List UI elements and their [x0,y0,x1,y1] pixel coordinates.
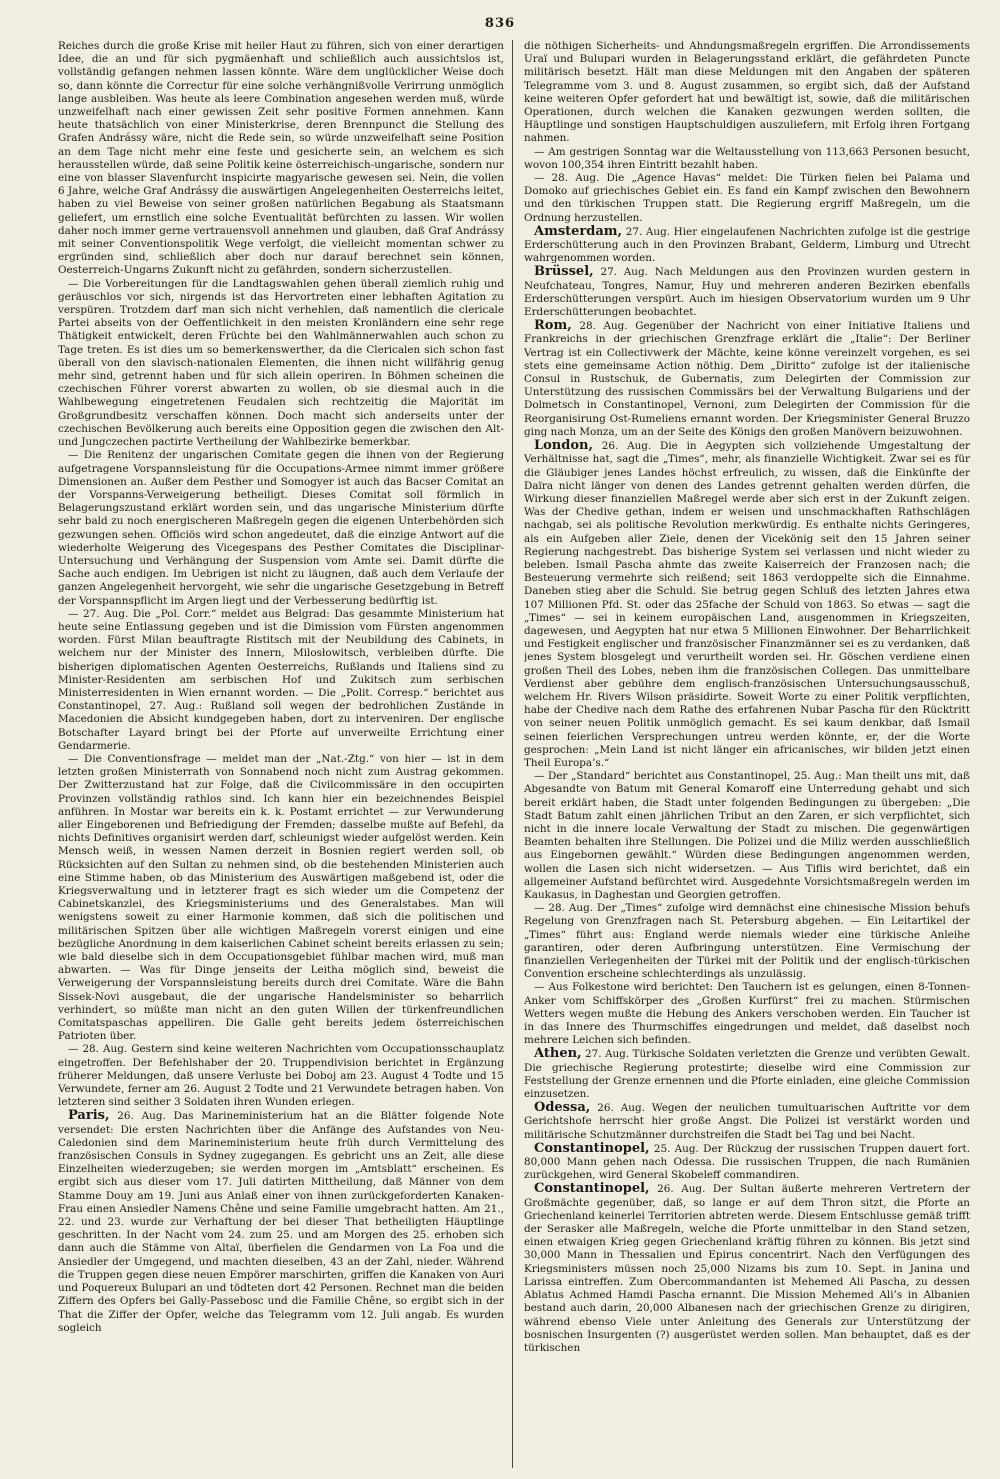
article-text: 25. Aug. Der Rückzug der russischen Truppen dauert fort. 80,000 Mann gehen nach Odessa. Die russischen Truppen, die nach Rumänien zurückgehen, wird General Skobeleff commandiren. [524,1142,970,1182]
article-paragraph [524,1047,970,1101]
article-dateline: Odessa, [534,1100,591,1116]
article-paragraph [58,40,504,278]
article-paragraph [524,1142,970,1183]
article-dateline: Athen, [534,1046,582,1062]
article-text: 26. Aug. Der Sultan äußerte mehreren Vertretern der Großmächte gegenüber, daß, so lange er auf dem Thron sitzt, die Pforte an Griechenland keinerlei Territorien abtreten werde. Diesem Entschlusse gemäß trifft der Serasker alle Maßregeln, welche die Pforte unmittelbar in den Stand setzen, einen etwaigen Krieg gegen Griechenland kräftig führen zu können. Bis jetzt sind 30,000 Mann in Thessalien und Epirus concentrirt. Nach den Verfügungen des Kriegsministers müssen noch 25,000 Nizams bis zum 10. Sept. in Janina und Larissa eintreffen. Zum Obercommandanten ist Mehemed Ali Pascha, zu dessen Ablatus Achmed Hamdi Pascha ernannt. Die Mission Mehemed Ali’s in Albanien bestand auch darin, 20,000 Albanesen nach der griechischen Grenze zu dirigiren, während ebenso Viele unter Anleitung des Generals zur Unterstützung der bosnischen Insurgenten (?) ausgerüstet werden sollen. Man behauptet, daß es der türkischen [524,1183,970,1354]
article-paragraph [524,146,970,172]
article-paragraph [524,439,970,770]
article-dateline: Rom, [534,318,572,334]
article-text: — Der „Standard“ berichtet aus Constantinopel, 25. Aug.: Man theilt uns mit, daß Abgesandte von Batum mit General Komaroff eine Unterredung gehabt und sich bereit erklärt haben, die Stadt unter folgenden Bedingungen zu übergeben: „Die Stadt Batum zahlt einen jährlichen Tribut an den Zaren, er sich verpflichtet, sich nicht in die innere locale Verwaltung der Stadt zu mischen. Die gegenwärtigen Beamten behalten ihre Stellungen. Die Polizei und die Miliz werden ausschließlich aus Eingebornen gewählt.“ Würden diese Bedingungen angenommen werden, wollen die Lasen sich nicht widersetzen. — Aus Tiflis wird berichtet, daß ein allgemeiner Aufstand befürchtet wird. Ausgedehnte Vorsichtsmaßregeln werden im Kaukasus, in Daghestan und Georgien getroffen. [524,770,970,901]
article-paragraph [524,319,970,439]
article-text: — 27. Aug. Die „Pol. Corr.“ meldet aus Belgrad: Das gesammte Ministerium hat heute seine Entlassung gegeben und ist die Dimission vom Fürsten angenommen worden. Fürst Milan beauftragte Ristitsch mit der Neubildung des Cabinets, in welchem nur der Minister des Innern, Milosłowitsch, verbleiben dürfte. Die bisherigen diplomatischen Agenten Oesterreichs, Rußlands und Italiens sind zu Minister-Residenten am serbischen Hof und Zukitsch zum serbischen Ministerresidenten in Wien ernannt worden. — Die „Polit. Corresp.“ berichtet aus Constantinopel, 27. Aug.: Rußland soll wegen der bedrohlichen Zustände in Macedonien die Absicht kundgegeben haben, dort zu interveniren. Der englische Botschafter Layard bringt bei der Pforte auf unverweilte Errichtung einer Gendarmerie. [58,607,504,752]
article-text: 27. Aug. Nach Meldungen aus den Provinzen wurden gestern in Neufchateau, Tongres, Namur, Huy und mehreren anderen Bezirken ebenfalls Erderschütterungen verspürt. Auch im hiesigen Observatorium wurden um 9 Uhr Erderschütterungen beobachtet. [524,266,970,319]
article-paragraph [524,225,970,266]
article-paragraph [58,1043,504,1109]
article-text: 28. Aug. Gegenüber der Nachricht von einer Initiative Italiens und Frankreichs in der griechischen Grenzfrage erklärt die „Italie“: Der Berliner Vertrag ist ein Collectivwerk der Mächte, keine könne vereinzelt vorgehen, es sei stets eine gemeinsame Action nöthig. Dem „Diritto“ zufolge ist der italienische Consul in Rustschuk, de Gubernatis, zum Delegirten der Commission zur Unterstützung des russischen Commissärs bei der Verwaltung Bulgariens und der Dolmetsch in Constantinopel, Vernoni, zum Delegirten der Commission für die Reorganisirung Ost-Rumeliens ernannt worden. Der Kriegsminister General Bruzzo ging nach Monza, um an der Seite des Königs den großen Manövern beizuwohnen. [524,320,970,438]
article-dateline: Paris, [68,1108,110,1124]
article-text: 26. Aug. Wegen der neulichen tumultuarischen Auftritte vor dem Gerichtshofe herrscht hier große Angst. Die Polizei ist verstärkt worden und militärische Schutzmänner durchstreifen die Stadt bei Tag und bei Nacht. [524,1102,970,1141]
article-paragraph [58,608,504,753]
article-text: — Am gestrigen Sonntag war die Weltausstellung von 113,663 Personen besucht, wovon 100,354 ihren Eintritt bezahlt haben. [524,145,970,171]
article-paragraph [524,902,970,981]
right-column [524,40,970,1468]
article-paragraph [58,278,504,450]
article-paragraph [58,449,504,607]
article-text: — Die Renitenz der ungarischen Comitate gegen die ihnen von der Regierung aufgetragene Vorspannsleistung für die Occupations-Armee nimmt immer größere Dimensionen an. Außer dem Pesther und Somogyer ist auch das Bacser Comitat an der Vorspanns-Verweigerung betheiligt. Dieses Comitat soll förmlich in Belagerungszustand erklärt worden sein, und das ungarische Ministerium dürfte sehr bald zu noch energischeren Maßregeln gegen die eigenen Unterbehörden sich gezwungen sehen. Officiös wird schon angedeutet, daß die einzige Antwort auf die wiederholte Weigerung des Vicegespans des Pesther Comitates die Disciplinar-Untersuchung und Verhängung der Suspension vom Amte sei. Damit dürfte die Sache auch endigen. Im Uebrigen ist nicht zu läugnen, daß auch dem Verlaufe der ganzen Angelegenheit hervorgeht, wie sehr die ungarische Gesetzgebung in Betreff der Vorspannspflicht im Argen liegt und der Verbesserung bedürftig ist. [58,449,504,607]
article-text: die nöthigen Sicherheits- und Ahndungsmaßregeln ergriffen. Die Arrondissements Uraï und Bulupari wurden in Belagerungsstand erklärt, die gefährdeten Puncte militärisch besetzt. Hält man diese Meldungen mit den Angaben der späteren Telegramme vom 3. und 8. August zusammen, so ergibt sich, daß der Aufstand keine weiteren Opfer gefordert hat und bewältigt ist, sowie, daß die militärischen Operationen, durch welchen die Kanaken gezwungen werden sollten, die Häuptlinge und sonstigen Hauptschuldigen auszuliefern, mit Erfolg ihren Fortgang nahmen. [524,40,970,145]
article-text: Reiches durch die große Krise mit heiler Haut zu führen, sich von einer derartigen Idee, die an und für sich pygmäenhaft und schließlich auch aussichtslos ist, vollständig gefangen nehmen lassen könnte. Wäre dem unglücklicher Weise doch so, dann könnte die Correctur für eine solche verhängnißvolle Verirrung unmöglich lange ausbleiben. Was heute als leere Combination angesehen werden muß, würde unzweifelhaft nach einer gewissen Zeit sehr positive Formen annehmen. Kann heute thatsächlich von einer Ministerkrise, deren Brennpunct die Stellung des Grafen Andrássy wäre, nicht die Rede sein, so würde unzweifelhaft seine Position an dem Tage nicht mehr eine feste und gesicherte sein, an welchem es sich herausstellen würde, daß seine Politik keine österreichisch-ungarische, sondern nur eine von blasser Slavenfurcht inspicirte magyarische gewesen sei. Nein, die vollen 6 Jahre, welche Graf Andrássy die auswärtigen Angelegenheiten Oesterreichs leitet, haben zu viel Beweise von seiner großen natürlichen Begabung als Staatsmann geliefert, um ernstlich eine solche Eventualität befürchten zu lassen. Wir wollen daher noch immer gerne vertrauensvoll annehmen und glauben, daß Graf Andrássy mit seiner Conventionspolitik Wege verfolgt, die vielleicht momentan schwer zu ergründen sind, schließlich aber doch nur darauf berechnet sein können, Oesterreich-Ungarns Zukunft nicht zu gefährden, sondern sicherzustellen. [58,40,504,277]
column-divider [512,40,513,1468]
article-text: — Die Conventionsfrage — meldet man der „Nat.-Ztg.“ von hier — ist in dem letzten großen Ministerrath von Sonnabend noch nicht zum Austrag gekommen. Der Zwitterzustand hat zur Folge, daß die Civilcommissäre in den occupirten Provinzen vollständig rathlos sind. Ich kann hier ein bezeichnendes Beispiel anführen. In Mostar war bereits ein k. k. Postamt errichtet — zur Verwunderung aller Eingeborenen und Befriedigung der Fremden; dasselbe mußte auf Befehl, da nichts Definitives organisirt werden darf, schleunigst wieder aufgelöst werden. Kein Mensch weiß, in wessen Namen derzeit in Bosnien regiert werden soll, ob Rücksichten auf den Sultan zu nehmen sind, ob die bestehenden Ministerien auch eine Stimme haben, ob das Ministerium des Auswärtigen maßgebend ist, oder die Kriegsverwaltung und in letzterer fragt es sich wieder um die Competenz der Cabinetskanzlei, des Kriegsministeriums und des Generalstabes. Man will wenigstens soweit zu einer Harmonie kommen, daß sich die politischen und militärischen Spitzen über alle wichtigen Maßregeln vorerst einigen und eine bezügliche Anordnung in dem kaiserlichen Cabinet scheint bereits erlassen zu sein; wie bald dieselbe sich in dem Occupationsgebiet fühlbar machen wird, muß man abwarten. — Was für Dinge jenseits der Leitha möglich sind, beweist die Verweigerung der Vorspannsleistung bereits durch drei Comitate. Wäre die Bahn Sissek-Novi ausgebaut, die der ungarische Handelsminister so beharrlich verhindert, so müßte man nicht an den guten Willen der türkenfreundlichen Comitatspaschas appelliren. Die Galle geht bereits jedem österreichischen Patrioten über. [58,752,504,1043]
article-text: — 28. Aug. Die „Agence Havas“ meldet: Die Türken fielen bei Palama und Domoko auf griechisches Gebiet ein. Es fand ein Kampf zwischen den Bewohnern und den türkischen Truppen statt. Die Regierung ergriff Maßregeln, um die Ordnung herzustellen. [524,172,970,224]
left-column [58,40,504,1468]
article-paragraph [524,981,970,1047]
article-paragraph [524,1101,970,1142]
article-dateline: Constantinopel, [534,1181,650,1197]
article-text: 26. Aug. Das Marineministerium hat an die Blätter folgende Note versendet: Die ersten Nachrichten über die Anfänge des Aufstandes von Neu-Caledonien sind dem Marineministerium heute früh durch Vermittelung des französischen Consuls in Sydney zugegangen. Es gebricht uns an Zeit, alle diese Einzelheiten wiederzugeben; sie werden morgen im „Amtsblatt“ erscheinen. Es ergibt sich aus dieser vom 17. Juli datirten Mittheilung, daß Männer von dem Stamme Douy am 19. Juni aus Anlaß einer von ihnen zurückgeforderten Kanaken-Frau einen Ansiedler Namens Chêne und seine Familie umgebracht hatten. Am 21., 22. und 23. wurde zur Verhaftung der bei dieser That betheiligten Häuptlinge geschritten. In der Nacht vom 24. zum 25. und am Morgen des 25. erhoben sich dann auch die Stämme von Altaï, überfielen die Gendarmen von La Foa und die Ansiedler der Umgegend, und machten dieselben, 43 an der Zahl, nieder. Während die Truppen gegen diese neuen Empörer marschirten, griffen die Kanaken von Auri und Poquereux Bulupari an und tödteten dort 42 Personen. Rechnet man die beiden Ziffern des Opfers bei Gally-Passebosc und die Familie Chêne, so ergibt sich in der That die Ziffer der Opfer, welche das Telegramm vom 12. Juli angab. Es wurden sogleich [58,1110,504,1334]
article-dateline: Constantinopel, [534,1140,650,1156]
article-text: — Aus Folkestone wird berichtet: Den Tauchern ist es gelungen, einen 8-Tonnen-Anker vom Schiffskörper des „Großen Kurfürst“ frei zu machen. Stürmischen Wetters wegen mußte die Hebung des Ankers verschoben werden. Ein Taucher ist in das Innere des Thurmschiffes eingedrungen und meldet, daß daselbst noch mehrere Leichen sich befinden. [524,981,970,1047]
article-text: — 28. Aug. Der „Times“ zufolge wird demnächst eine chinesische Mission behufs Regelung von Grenzfragen nach St. Petersburg abgehen. — Ein Leitartikel der „Times“ führt aus: England werde niemals wieder eine türkische Anleihe garantiren, oder deren Aufbringung unterstützen. Eine Vermischung der finanziellen Verlegenheiten der Türkei mit der Politik und der englisch-türkischen Convention erscheine schlechterdings als unzulässig. [524,902,970,981]
article-text: — 28. Aug. Gestern sind keine weiteren Nachrichten vom Occupationsschauplatz eingetroffen. Der Befehlshaber der 20. Truppendivision berichtet in Ergänzung früherer Meldungen, daß unsere Verluste bei Doboj am 23. August 4 Todte und 15 Verwundete, ferner am 26. August 2 Todte und 21 Verwundete betragen haben. Von letzteren sind seither 3 Soldaten ihren Wunden erlegen. [58,1043,504,1109]
article-text: — Die Vorbereitungen für die Landtagswahlen gehen überall ziemlich ruhig und geräuschlos vor sich, nirgends ist das Hervortreten einer lebhaften Agitation zu verspüren. Trotzdem darf man sich nicht verhehlen, daß namentlich die clericale Partei abseits von der Oeffentlichkeit in den meisten Kronländern eine sehr rege Thätigkeit entwickelt, deren Früchte bei den Wahlmännerwahlen auch schon zu Tage treten. Es ist dies um so bemerkenswerther, da die Clericalen sich schon fast überall von den slavisch-nationalen Elementen, die ihnen nicht willfährig genug mehr sind, getrennt haben und für sich allein operiren. In Böhmen scheinen die czechischen Führer vorerst abwarten zu wollen, ob sie diesmal auch in die Wahlbewegung eingetretenen Feudalen sich rechtzeitig die Majorität im Großgrundbesitz verschaffen können. Doch macht sich anderseits unter der czechischen Bevölkerung auch bereits eine Opposition gegen die zwischen den Alt- und Jungczechen pactirte Vertheilung der Wahlbezirke bemerkbar. [58,277,504,449]
page-number: 836 [484,16,516,31]
article-paragraph [524,265,970,319]
article-paragraph [524,770,970,902]
article-dateline: Amsterdam, [534,223,623,239]
article-dateline: Brüssel, [534,264,594,280]
article-dateline: London, [534,438,594,454]
article-paragraph [524,1182,970,1355]
article-text: 27. Aug. Hier eingelaufenen Nachrichten zufolge ist die gestrige Erderschütterung auch in den Provinzen Brabant, Gelderm, Limburg und Utrecht wahrgenommen worden. [524,225,970,265]
article-text: 27. Aug. Türkische Soldaten verletzten die Grenze und verübten Gewalt. Die griechische Regierung protestirte; dieselbe wird eine Commission zur Feststellung der Grenze ernennen und die Pforte einladen, eine gleiche Commission einzusetzen. [524,1048,970,1101]
article-paragraph [524,40,970,146]
article-paragraph [524,172,970,225]
article-paragraph [58,1109,504,1334]
article-paragraph [58,753,504,1043]
article-text: 26. Aug. Die in Aegypten sich vollziehende Umgestaltung der Verhältnisse hat, sagt die „Times“, mehr, als finanzielle Wichtigkeit. Zwar sei es für die Gläubiger jenes Landes höchst erfreulich, zu wissen, daß die Einkünfte der Daïra nicht länger von denen des Landes getrennt gehalten werden dürfen, die Wirkung dieser finanziellen Maßregel werde aber sich erst in der Zukunft zeigen. Was der Chedive gethan, indem er weisen und unschmackhaften Rathschlägen nachgab, sei als politische Revolution merkwürdig. Es enthalte nichts Geringeres, als ein Aufgeben aller Ziele, denen der Vicekönig seit den 15 Jahren seiner Regierung nachgestrebt. Das bisherige System sei verlassen und nicht wieder zu beleben. Ismail Pascha ahmte das zweite Kaiserreich der Franzosen nach; die Besteuerung vermehrte sich reißend; seit 1863 verdoppelte sich die Einnahme. Daneben stieg aber die Schuld. Sie betrug gegen Schluß des letzten Jahres etwa 107 Millionen Pfd. St. oder das 25fache der Schuld von 1863. So etwas — sagt die „Times“ — sei in keinem europäischen Land, ausgenommen in Kriegszeiten, dagewesen, und Aegypten hat nur etwa 5 Millionen Einwohner. Der Beharrlichkeit und Festigkeit englischer und französischer Finanzmänner sei es zu verdanken, daß jenes System blosgelegt und verurtheilt worden sei. Hr. Göschen verdiene einen großen Theil des Lobes, neben ihm die französischen Collegen. Das unmittelbare Verdienst aber gebühre dem englisch-französischen Untersuchungsausschuß, welchem Hr. Rivers Wilson präsidirte. Soweit Worte zu einer Politik verpflichten, habe der Chedive nach dem Rathe des erfahrenen Nubar Pascha für den Rücktritt von seiner neuen Politik unmöglich gemacht. Es sei kaum denkbar, daß Ismail seinen feierlichen Versprechungen untreu werden könnte, er, der die Worte gesprochen: „Mein Land ist nicht länger ein africanisches, wir bilden jetzt einen Theil Europa’s.“ [524,440,970,769]
